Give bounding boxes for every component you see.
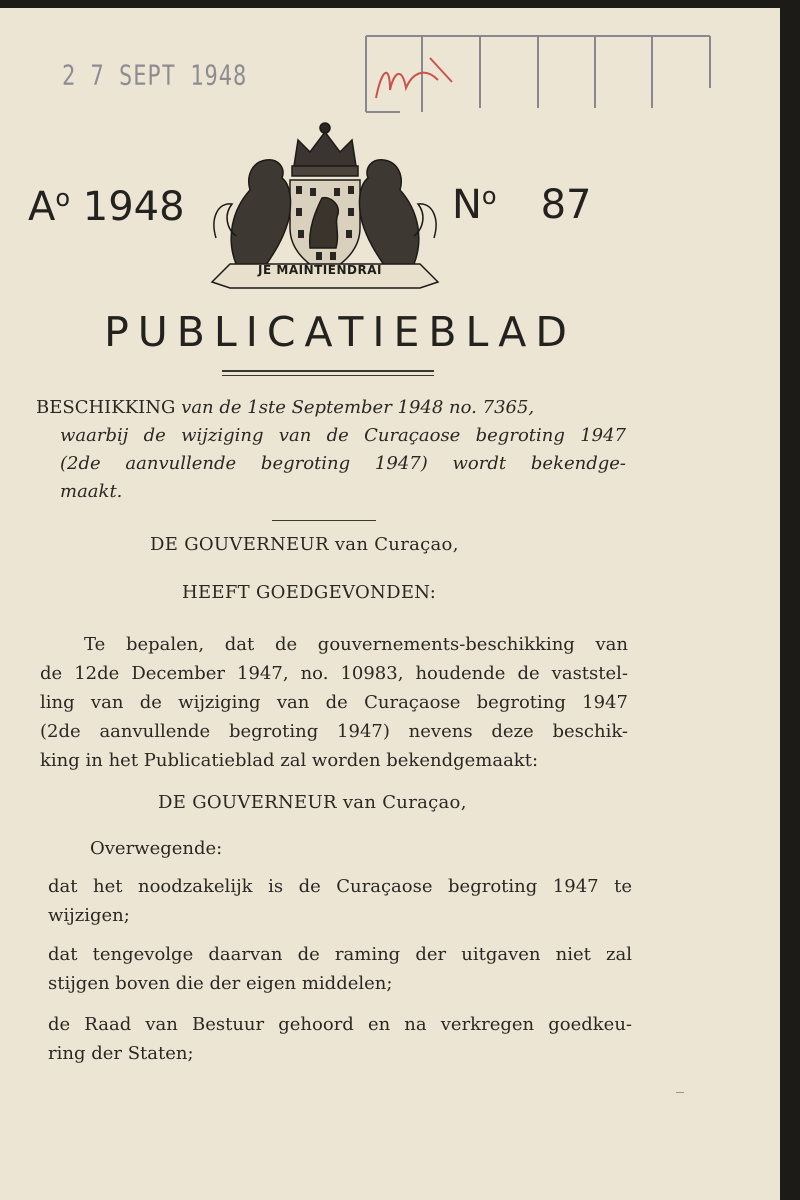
decree-line-2: waarbij de wijziging van de Curaçaose begroting 1947 [60,425,626,446]
motto-ribbon-text: JE MAINTIENDRAI [258,263,382,277]
governor-heading-1: DE GOUVERNEUR van Curaçao, [150,534,459,555]
clause-line: wijzigen; [48,905,130,926]
clause-line: dat tengevolge daarvan de raming der uitgaven niet zal [48,944,632,965]
year-superscript: o [55,184,71,212]
decree-lead: BESCHIKKING [36,397,176,418]
issue-number-label [452,182,592,228]
title-double-rule [222,370,434,376]
decree-line-1-rest: van de 1ste September 1948 no. 7365, [181,397,535,418]
decision-heading: HEEFT GOEDGEVONDEN: [182,582,437,603]
year-value: 1948 [82,184,185,230]
paragraph-line: Te bepalen, dat de gouvernements-beschikking van [84,634,628,655]
section-divider [272,520,376,521]
clause-line: de Raad van Bestuur gehoord en na verkregen goedkeu- [48,1014,632,1035]
registration-stamp-graphic [360,28,712,116]
paragraph-line: de 12de December 1947, no. 10983, houdende de vaststel- [40,663,628,684]
received-date-stamp: 2 7 SEPT 1948 [62,60,248,93]
paragraph-line: (2de aanvullende begroting 1947) nevens deze beschik- [40,721,628,742]
number-prefix: N [452,182,482,228]
considering-heading: Overwegende: [90,838,223,859]
clause-line: ring der Staten; [48,1043,194,1064]
clause-2 [48,940,632,998]
clause-line: dat het noodzakelijk is de Curaçaose begroting 1947 te [48,876,632,897]
year-label [28,184,185,230]
decree-line-4: maakt. [60,481,123,502]
clause-3 [48,1010,632,1068]
decision-paragraph [40,630,628,775]
decree-line-3: (2de aanvullende begroting 1947) wordt bekendge- [60,453,626,474]
red-initials-mark [376,58,452,98]
decree-line-1 [36,394,626,422]
paragraph-line: king in het Publicatieblad zal worden bekendgemaakt: [40,750,539,771]
margin-mark [676,1092,684,1093]
clause-line: stijgen boven die der eigen middelen; [48,973,393,994]
number-superscript: o [481,182,497,210]
registration-stamp-box [360,28,712,116]
clause-1 [48,872,632,930]
paragraph-line: ling van de wijziging van de Curaçaose begroting 1947 [40,692,628,713]
issue-number-value: 87 [540,182,592,228]
year-prefix: A [28,184,56,230]
governor-heading-2: DE GOUVERNEUR van Curaçao, [158,792,467,813]
publication-title: PUBLICATIEBLAD [104,308,576,356]
decree-summary [36,394,626,506]
document-page [0,8,780,1200]
